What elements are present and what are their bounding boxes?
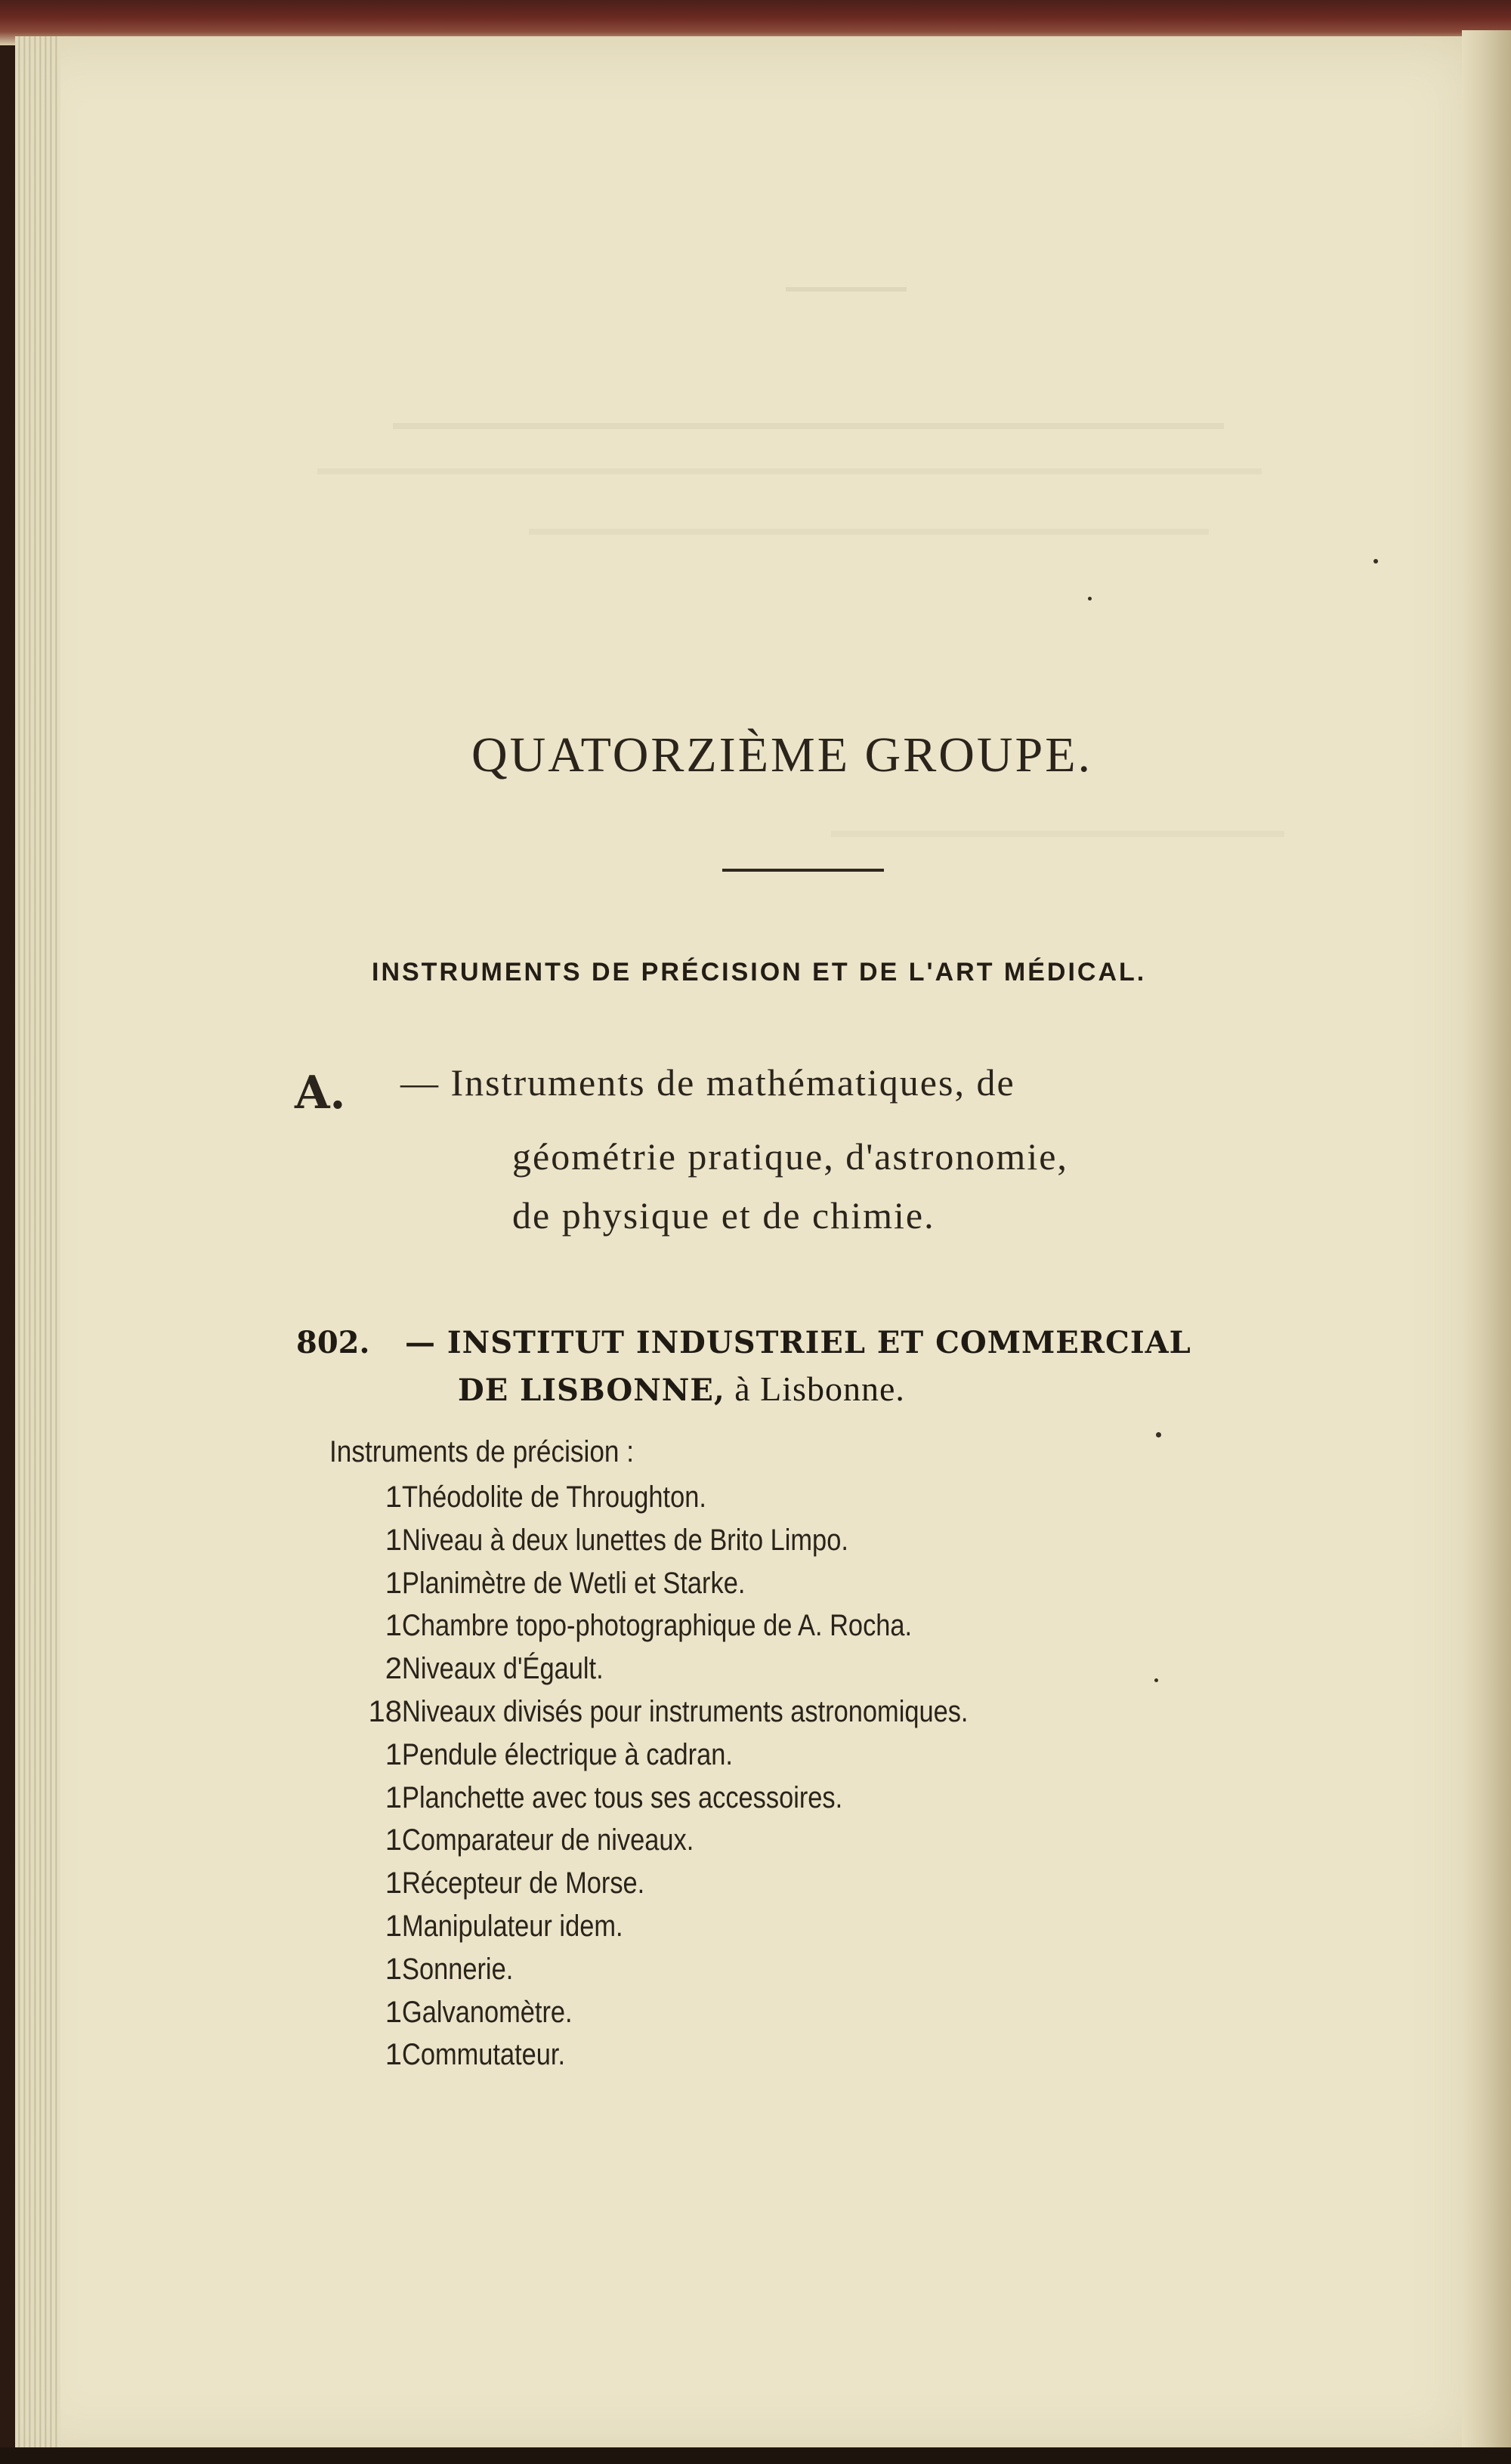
instrument-list [332,1481,1239,2081]
item-description: Sonnerie. [402,1952,514,1986]
item-quantity: 1 [385,1523,402,1557]
entry-location: à Lisbonne. [725,1369,905,1408]
paper-speck [1154,1678,1158,1682]
item-quantity: 1 [385,1995,402,2029]
item-description: Galvanomètre. [402,1995,573,2029]
item-quantity: 1 [385,1566,402,1600]
list-item [332,1910,1239,1953]
section-letter: A. [295,1067,346,1119]
item-quantity: 1 [385,1952,402,1986]
page-sheet [15,36,1477,2457]
list-item [332,1738,1239,1781]
entry-name-line-1: — INSTITUT INDUSTRIEL ET COMMERCIAL [405,1325,1191,1360]
section-title-line-1: — Instruments de mathématiques, de [400,1061,1015,1104]
stacked-page-edges [15,36,60,2457]
item-quantity: 1 [385,1737,402,1771]
list-item [332,1867,1239,1910]
facing-page-edge [1462,30,1511,2464]
title-divider-rule [722,869,884,872]
item-description: Planchette avec tous ses accessoires. [402,1780,843,1814]
item-quantity: 1 [385,1609,402,1643]
item-quantity: 1 [385,1909,402,1943]
item-description: Théodolite de Throughton. [402,1481,706,1514]
paper-speck [1373,559,1378,564]
item-description: Comparateur de niveaux. [402,1823,694,1857]
entry-intro: Instruments de précision : [329,1435,635,1468]
show-through-bleed [786,287,907,292]
list-item [332,1996,1239,2039]
section-title-line-3: de physique et de chimie. [512,1194,935,1237]
list-item [332,1567,1239,1610]
show-through-bleed [393,423,1224,429]
show-through-bleed [831,831,1284,837]
section-title-line-2: géométrie pratique, d'astronomie, [512,1135,1068,1178]
item-description: Pendule électrique à cadran. [402,1737,733,1771]
item-quantity: 18 [368,1694,402,1728]
list-item [332,1652,1239,1695]
item-description: Récepteur de Morse. [402,1867,645,1900]
group-title: QUATORZIÈME GROUPE. [471,727,1093,783]
list-item [332,1695,1239,1738]
entry-number: 802. [296,1325,370,1360]
item-quantity: 2 [385,1652,402,1686]
item-quantity: 1 [385,1823,402,1857]
show-through-bleed [529,529,1209,535]
list-item [332,2038,1239,2081]
item-quantity: 1 [385,1780,402,1814]
paper-speck [1088,597,1092,601]
show-through-bleed [317,468,1262,474]
item-quantity: 1 [385,1867,402,1900]
item-description: Niveaux divisés pour instruments astronomiques. [402,1694,969,1728]
list-item [332,1781,1239,1824]
list-item [332,1953,1239,1996]
list-item [332,1481,1239,1524]
item-description: Planimètre de Wetli et Starke. [402,1566,746,1600]
entry-name-continuation: DE LISBONNE, [458,1372,725,1408]
item-description: Commutateur. [402,2038,566,2072]
paper-speck [1156,1432,1161,1437]
book-bottom-edge [0,2447,1511,2464]
list-item [332,1823,1239,1867]
group-subtitle: INSTRUMENTS DE PRÉCISION ET DE L'ART MÉDICAL. [372,958,1147,987]
item-description: Manipulateur idem. [402,1909,623,1943]
item-description: Niveaux d'Égault. [402,1652,604,1686]
item-description: Chambre topo-photographique de A. Rocha. [402,1609,913,1643]
item-quantity: 1 [385,1481,402,1514]
list-item [332,1524,1239,1567]
list-item [332,1609,1239,1652]
entry-name-line-2 [458,1369,905,1409]
item-quantity: 1 [385,2038,402,2072]
item-description: Niveau à deux lunettes de Brito Limpo. [402,1523,848,1557]
